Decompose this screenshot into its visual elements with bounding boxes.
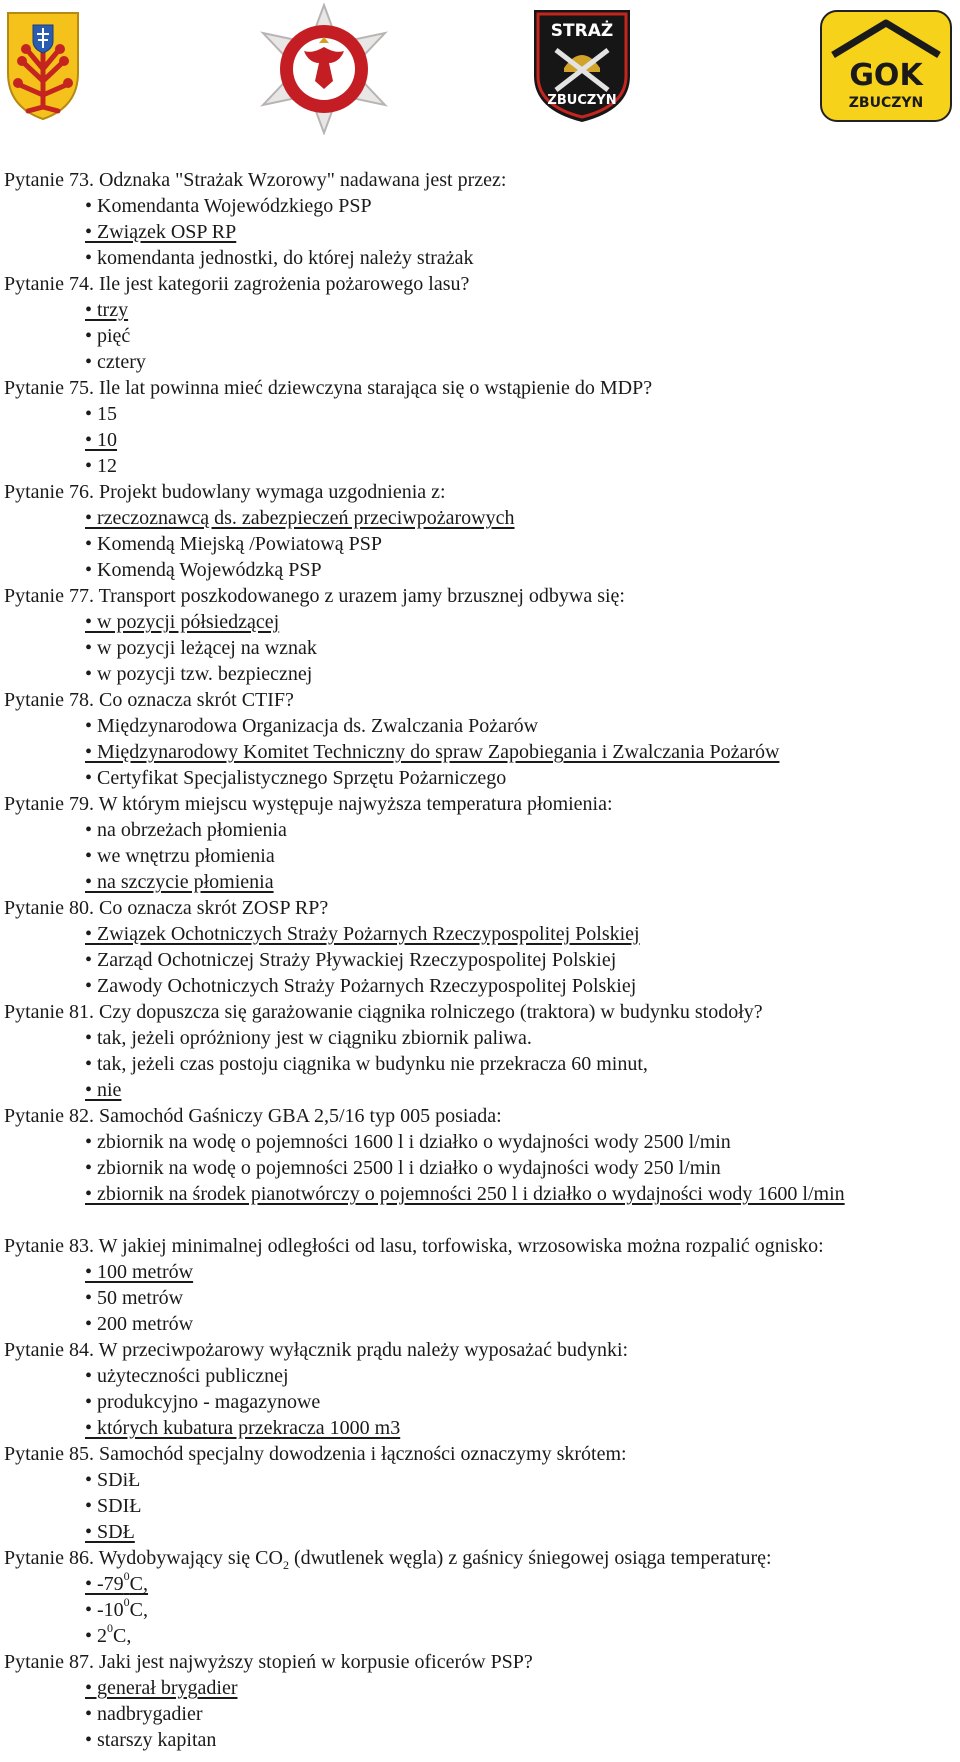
question-text: Pytanie 79. W którym miejscu występuje najwyższa temperatura płomienia: [4, 793, 613, 815]
answer-option-correct: • których kubatura przekracza 1000 m3 [85, 1417, 401, 1439]
question-block [4, 1103, 956, 1207]
question-block [4, 791, 956, 895]
question-block [4, 1545, 956, 1649]
question-block [4, 1337, 956, 1441]
question-block [4, 999, 956, 1103]
question-text: Pytanie 85. Samochód specjalny dowodzenia i łączności oznaczymy skrótem: [4, 1443, 627, 1465]
answer-option: • Zawody Ochotniczych Straży Pożarnych Rzeczypospolitej Polskiej [85, 975, 637, 997]
straz-bottom-text: ZBUCZYN [547, 93, 617, 108]
superscript: 0 [123, 1569, 130, 1584]
answer-option: • tak, jeżeli czas postoju ciągnika w budynku nie przekracza 60 minut, [85, 1053, 648, 1075]
answer-option: • Komendą Wojewódzką PSP [85, 559, 322, 581]
answer-option-correct: • Międzynarodowy Komitet Techniczny do spraw Zapobiegania i Zwalczania Pożarów [85, 741, 780, 763]
answer-option: • na obrzeżach płomienia [85, 819, 287, 841]
answer-option: • zbiornik na wodę o pojemności 1600 l i działko o wydajności wody 2500 l/min [85, 1131, 731, 1153]
question-text: Pytanie 84. W przeciwpożarowy wyłącznik prądu należy wyposażać budynki: [4, 1339, 629, 1361]
answer-option: • Międzynarodowa Organizacja ds. Zwalczania Pożarów [85, 715, 539, 737]
question-text-part: (dwutlenek węgla) z gaśnicy śniegowej osiąga temperaturę: [288, 1547, 772, 1569]
question-text: Pytanie 78. Co oznacza skrót CTIF? [4, 689, 294, 711]
question-block [4, 479, 956, 583]
gok-text: GOK [849, 58, 923, 93]
question-block [4, 271, 956, 375]
question-block [4, 1441, 956, 1545]
answer-option: • 15 [85, 403, 118, 425]
answer-option-correct: • Związek OSP RP [85, 221, 237, 243]
question-block [4, 167, 956, 271]
gok-zbuczyn-logo [819, 9, 953, 123]
superscript: 0 [123, 1595, 130, 1610]
option-text-part: C, [129, 1573, 149, 1595]
option-text-part: • 2 [85, 1625, 108, 1647]
coat-of-arms-logo [6, 11, 80, 121]
answer-option: • produkcyjno - magazynowe [85, 1391, 321, 1413]
answer-option-correct [4, 1571, 956, 1597]
answer-option: • SDIŁ [85, 1495, 142, 1517]
answer-option: • pięć [85, 325, 131, 347]
answer-option-correct: • rzeczoznawcą ds. zabezpieczeń przeciwpożarowych [85, 507, 515, 529]
superscript: 0 [107, 1621, 114, 1636]
answer-option: • Komendą Miejską /Powiatową PSP [85, 533, 382, 555]
answer-option: • SDiŁ [85, 1469, 141, 1491]
answer-option: • Certyfikat Specjalistycznego Sprzętu Pożarniczego [85, 767, 507, 789]
answer-option: • 200 metrów [85, 1313, 194, 1335]
option-text-part: C, [129, 1599, 149, 1621]
question-block [4, 583, 956, 687]
answer-option-correct: • SDŁ [85, 1521, 135, 1543]
answer-option: • Komendanta Wojewódzkiego PSP [85, 195, 372, 217]
answer-option-correct: • 100 metrów [85, 1261, 194, 1283]
question-block [4, 1649, 956, 1753]
question-text: Pytanie 81. Czy dopuszcza się garażowanie ciągnika rolniczego (traktora) w budynku stodoły? [4, 1001, 763, 1023]
question-text: Pytanie 80. Co oznacza skrót ZOSP RP? [4, 897, 329, 919]
question-text: Pytanie 83. W jakiej minimalnej odległości od lasu, torfowiska, wrzosowiska można rozpalić ognisko: [4, 1235, 824, 1257]
question-block [4, 895, 956, 999]
answer-option-correct: • 10 [85, 429, 118, 451]
answer-option-correct: • trzy [85, 299, 129, 321]
subscript: 2 [282, 1558, 289, 1572]
option-text-part: • -10 [85, 1599, 124, 1621]
answer-option [4, 1623, 956, 1649]
question-text: Pytanie 77. Transport poszkodowanego z urazem jamy brzusznej odbywa się: [4, 585, 625, 607]
answer-option: • komendanta jednostki, do której należy strażak [85, 247, 474, 269]
answer-option-correct: • w pozycji półsiedzącej [85, 611, 280, 633]
answer-option-correct: • na szczycie płomienia [85, 871, 274, 893]
logo-header [0, 0, 960, 150]
answer-option: • użyteczności publicznej [85, 1365, 289, 1387]
answer-option [4, 1597, 956, 1623]
answer-option: • w pozycji tzw. bezpiecznej [85, 663, 313, 685]
answer-option: • 50 metrów [85, 1287, 184, 1309]
question-text: Pytanie 74. Ile jest kategorii zagrożenia pożarowego lasu? [4, 273, 470, 295]
answer-option: • nadbrygadier [85, 1703, 203, 1725]
answer-option-correct: • Związek Ochotniczych Straży Pożarnych Rzeczypospolitej Polskiej [85, 923, 640, 945]
question-text [4, 1545, 956, 1571]
option-text-part: • -79 [85, 1573, 124, 1595]
straz-top-text: STRAŻ [550, 21, 614, 41]
question-text-part: Pytanie 86. Wydobywający się CO [4, 1547, 283, 1569]
answer-option-correct: • zbiornik na środek pianotwórczy o pojemności 250 l i działko o wydajności wody 1600 l/min [85, 1183, 845, 1205]
answer-option-correct: • generał brygadier [85, 1677, 238, 1699]
answer-option: • 12 [85, 455, 118, 477]
option-text-part: C, [113, 1625, 132, 1647]
answer-option: • starszy kapitan [85, 1729, 217, 1751]
answer-option: • zbiornik na wodę o pojemności 2500 l i działko o wydajności wody 250 l/min [85, 1157, 721, 1179]
question-block [4, 375, 956, 479]
answer-option-correct: • nie [85, 1079, 122, 1101]
question-text: Pytanie 75. Ile lat powinna mieć dziewczyna starająca się o wstąpienie do MDP? [4, 377, 653, 399]
question-text: Pytanie 82. Samochód Gaśniczy GBA 2,5/16 typ 005 posiada: [4, 1105, 502, 1127]
question-text: Pytanie 76. Projekt budowlany wymaga uzgodnienia z: [4, 481, 446, 503]
gok-sub-text: ZBUCZYN [848, 95, 924, 111]
answer-option: • we wnętrzu płomienia [85, 845, 275, 867]
straz-zbuczyn-logo [530, 6, 634, 124]
question-text: Pytanie 73. Odznaka "Strażak Wzorowy" nadawana jest przez: [4, 169, 507, 191]
question-list [4, 167, 956, 1753]
answer-option: • cztery [85, 351, 146, 373]
question-text: Pytanie 87. Jaki jest najwyższy stopień w korpusie oficerów PSP? [4, 1651, 533, 1673]
question-block [4, 687, 956, 791]
osp-rp-logo [259, 3, 389, 135]
answer-option: • Zarząd Ochotniczej Straży Pływackiej Rzeczypospolitej Polskiej [85, 949, 617, 971]
question-block [4, 1233, 956, 1337]
answer-option: • tak, jeżeli opróżniony jest w ciągniku zbiornik paliwa. [85, 1027, 532, 1049]
answer-option: • w pozycji leżącej na wznak [85, 637, 317, 659]
